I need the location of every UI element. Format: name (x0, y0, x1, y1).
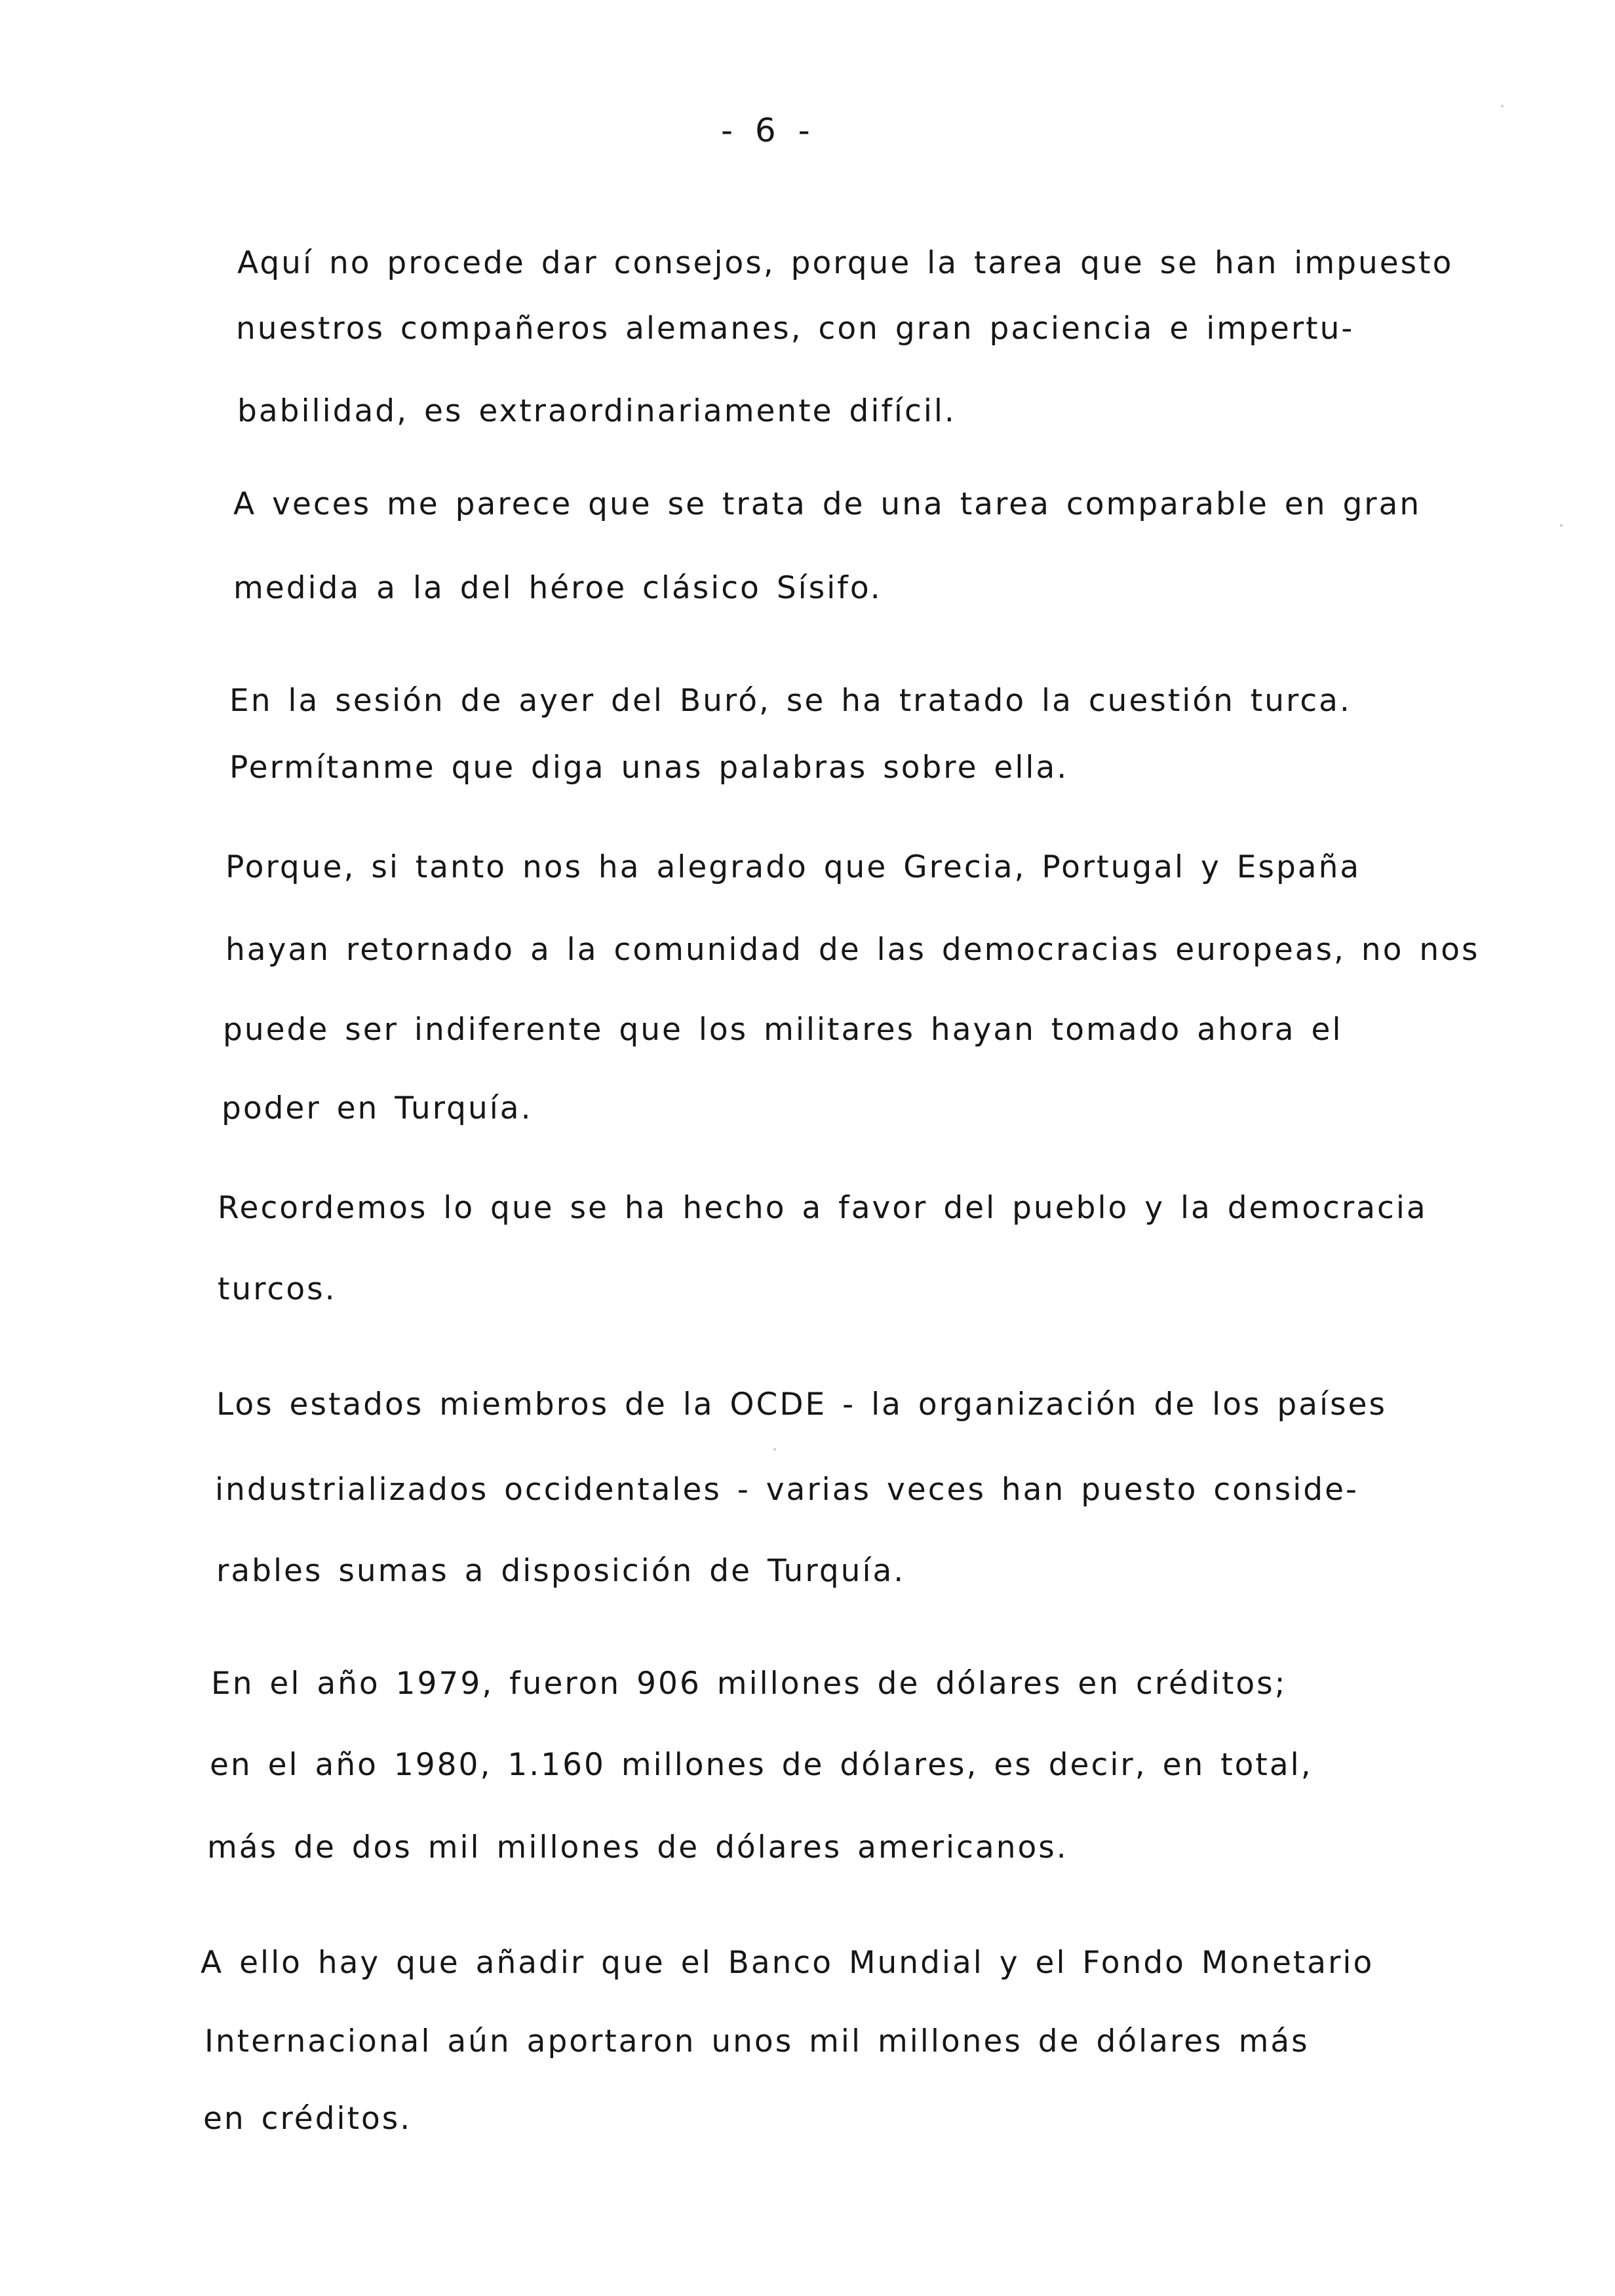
scan-speck (1501, 105, 1504, 107)
text-line: Los estados miembros de la OCDE - la organización de los países (216, 1387, 1387, 1423)
text-line: En el año 1979, fueron 906 millones de dólares en créditos; (211, 1666, 1287, 1702)
text-line: poder en Turquía. (222, 1090, 533, 1126)
text-line: medida a la del héroe clásico Sísifo. (233, 570, 882, 606)
page-number: - 6 - (721, 111, 814, 149)
text-line: en créditos. (203, 2101, 412, 2137)
text-line: Internacional aún aportaron unos mil millones de dólares más (204, 2023, 1310, 2059)
text-line: en el año 1980, 1.160 millones de dólares, es decir, en total, (210, 1747, 1313, 1783)
scan-speck (773, 1448, 776, 1451)
text-line: Aquí no procede dar consejos, porque la tarea que se han impuesto (237, 245, 1454, 281)
text-line: rables sumas a disposición de Turquía. (216, 1553, 906, 1589)
text-line: babilidad, es extraordinariamente difícil. (237, 393, 956, 429)
text-line: hayan retornado a la comunidad de las democracias europeas, no nos (225, 932, 1480, 968)
text-line: A veces me parece que se trata de una tarea comparable en gran (233, 486, 1422, 522)
text-line: más de dos mil millones de dólares americanos. (207, 1829, 1068, 1866)
text-line: nuestros compañeros alemanes, con gran paciencia e impertu- (236, 311, 1355, 347)
text-line: industrializados occidentales - varias veces han puesto conside- (215, 1472, 1359, 1508)
text-line: En la sesión de ayer del Buró, se ha tratado la cuestión turca. (229, 683, 1352, 719)
text-line: turcos. (218, 1271, 337, 1307)
text-line: Recordemos lo que se ha hecho a favor del pueblo y la democracia (218, 1190, 1428, 1226)
text-line: Permítanme que diga unas palabras sobre ella. (229, 750, 1069, 786)
scan-speck (1560, 524, 1563, 527)
text-line: A ello hay que añadir que el Banco Mundial y el Fondo Monetario (201, 1945, 1374, 1981)
text-line: Porque, si tanto nos ha alegrado que Grecia, Portugal y España (225, 849, 1361, 885)
text-line: puede ser indiferente que los militares hayan tomado ahora el (223, 1012, 1343, 1048)
